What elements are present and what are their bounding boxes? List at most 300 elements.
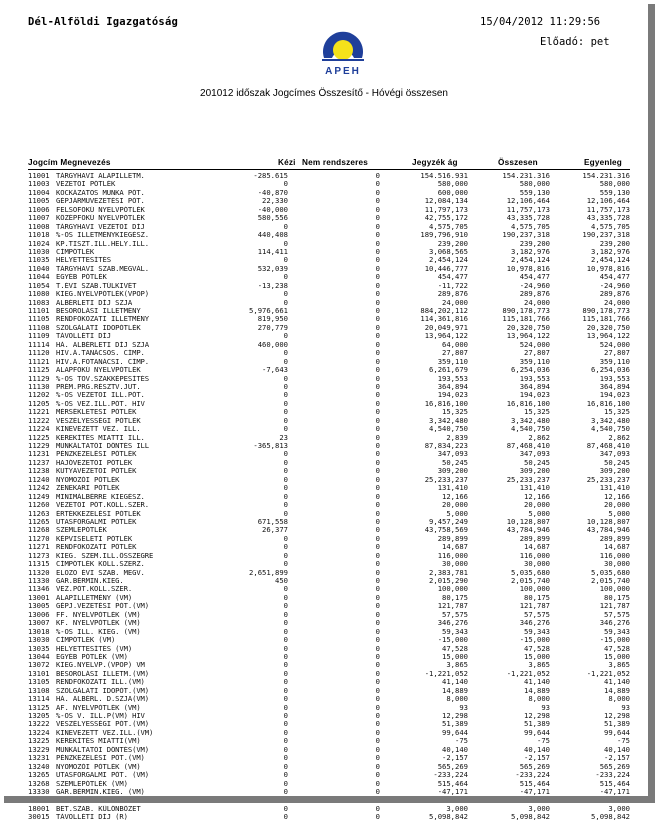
row-nem-rendszeres: 0 bbox=[375, 744, 380, 754]
row-name: GAR.BÉRMIN.KIEG. bbox=[56, 577, 124, 585]
row-jegyzek: 359,110 bbox=[437, 356, 468, 366]
row-name: TÁRGYHAVI VEZETŐI DÍJ bbox=[56, 222, 145, 231]
row-osszesen: 359,110 bbox=[519, 356, 550, 366]
row-kezi: 0 bbox=[283, 559, 288, 569]
row-jegyzek: 87,834,223 bbox=[424, 441, 468, 450]
row-nem-rendszeres: 0 bbox=[375, 373, 380, 383]
apeh-logo bbox=[316, 14, 370, 80]
table-row bbox=[0, 265, 648, 273]
row-osszesen: 5,098,842 bbox=[511, 812, 550, 822]
row-egyenleg: 59,343 bbox=[604, 626, 630, 636]
row-name: NYOMOZÓI PÓTLÉK (VM) bbox=[56, 762, 141, 771]
row-name: KOCKÁZATOS MUNKA PÓT. bbox=[56, 188, 145, 197]
row-egyenleg: 14,889 bbox=[604, 685, 630, 695]
row-code: 11221 bbox=[28, 407, 50, 417]
row-osszesen: 4,575,705 bbox=[511, 221, 550, 231]
row-kezi: 114,411 bbox=[257, 246, 288, 256]
row-name: RENDFOKOZATI ILL.(VM) bbox=[56, 678, 145, 687]
row-osszesen: 27,807 bbox=[524, 348, 550, 358]
table-row bbox=[0, 720, 648, 728]
table-row bbox=[0, 408, 648, 416]
row-kezi: 0 bbox=[283, 474, 288, 484]
row-nem-rendszeres: 0 bbox=[375, 339, 380, 349]
row-kezi: 0 bbox=[283, 407, 288, 417]
table-row bbox=[0, 560, 648, 568]
row-name: TÁVOLLÉTI DÍJ bbox=[56, 332, 111, 341]
row-name: KUTYAVEZETŐI PÓTLÉK bbox=[56, 467, 137, 476]
row-egyenleg: 116,000 bbox=[599, 550, 630, 560]
row-jegyzek: 93 bbox=[459, 702, 468, 712]
row-nem-rendszeres: 0 bbox=[375, 694, 380, 704]
row-name: SZEMLEPÓTLÉK (VM) bbox=[56, 779, 128, 788]
row-code: 13105 bbox=[28, 677, 50, 687]
row-osszesen: -47,171 bbox=[519, 786, 550, 796]
row-osszesen: 4,540,750 bbox=[511, 424, 550, 434]
row-code: 11222 bbox=[28, 415, 50, 425]
row-code: 11260 bbox=[28, 500, 50, 510]
row-kezi: 0 bbox=[283, 179, 288, 189]
row-code: 11238 bbox=[28, 466, 50, 476]
row-osszesen: 24,000 bbox=[524, 297, 550, 307]
organization-name: Dél-Alföldi Igazgatóság bbox=[28, 16, 178, 28]
row-osszesen: 93 bbox=[541, 702, 550, 712]
row-name: HÁ. ALBÉRLETI DÍJ SZJA bbox=[56, 340, 149, 349]
row-nem-rendszeres: 0 bbox=[375, 736, 380, 746]
row-osszesen: 309,200 bbox=[519, 466, 550, 476]
row-kezi: -13,238 bbox=[257, 280, 288, 290]
table-row bbox=[0, 510, 648, 518]
row-jegyzek: 14,687 bbox=[442, 542, 468, 552]
row-name: CÍMPÓTLÉK KOLL.SZERZ. bbox=[56, 560, 145, 569]
row-code: 11242 bbox=[28, 483, 50, 493]
row-nem-rendszeres: 0 bbox=[375, 542, 380, 552]
row-code: 11024 bbox=[28, 238, 50, 248]
row-name: RENDFOKOZATI PÓTLÉK bbox=[56, 543, 137, 552]
row-egyenleg: -233,224 bbox=[595, 770, 630, 780]
row-kezi: -40,000 bbox=[257, 204, 288, 214]
row-nem-rendszeres: 0 bbox=[375, 677, 380, 687]
row-kezi: 0 bbox=[283, 744, 288, 754]
row-jegyzek: 47,528 bbox=[442, 643, 468, 653]
row-kezi: 0 bbox=[283, 803, 288, 813]
row-egyenleg: 154.231.316 bbox=[582, 171, 630, 180]
row-nem-rendszeres: 0 bbox=[375, 609, 380, 619]
row-name: GÉPJÁRMŰVEZETÉSI PÓT. bbox=[56, 197, 145, 206]
table-row bbox=[0, 737, 648, 745]
row-kezi: -285.615 bbox=[253, 171, 288, 180]
row-osszesen: 3,342,480 bbox=[511, 415, 550, 425]
row-osszesen: 154.231.316 bbox=[502, 171, 550, 180]
row-egyenleg: 194,023 bbox=[599, 390, 630, 400]
row-name: BESOROLÁSI ILLETM.(VM) bbox=[56, 669, 149, 678]
row-name: KIEG.NYELVPÓTLÉK(VPOP) bbox=[56, 290, 149, 299]
row-kezi: 0 bbox=[283, 466, 288, 476]
row-osszesen: 40,140 bbox=[524, 744, 550, 754]
row-kezi: -40,870 bbox=[257, 187, 288, 197]
row-kezi: 0 bbox=[283, 424, 288, 434]
report-rows bbox=[0, 172, 648, 822]
row-kezi: 0 bbox=[283, 255, 288, 265]
row-egyenleg: 454,477 bbox=[599, 272, 630, 282]
row-jegyzek: 3,068,565 bbox=[429, 246, 468, 256]
row-egyenleg: 12,106,464 bbox=[586, 196, 630, 206]
row-jegyzek: 346,276 bbox=[437, 618, 468, 628]
row-code: 13222 bbox=[28, 719, 50, 729]
row-code: 11237 bbox=[28, 457, 50, 467]
row-nem-rendszeres: 0 bbox=[375, 753, 380, 763]
row-nem-rendszeres: 0 bbox=[375, 618, 380, 628]
row-kezi: 0 bbox=[283, 770, 288, 780]
row-nem-rendszeres: 0 bbox=[375, 778, 380, 788]
row-nem-rendszeres: 0 bbox=[375, 719, 380, 729]
row-jegyzek: 364,894 bbox=[437, 381, 468, 391]
row-code: 11004 bbox=[28, 187, 50, 197]
row-osszesen: 10,128,807 bbox=[506, 516, 550, 526]
table-row bbox=[0, 746, 648, 754]
row-osszesen: 14,687 bbox=[524, 542, 550, 552]
row-kezi: 0 bbox=[283, 390, 288, 400]
row-egyenleg: 43,335,728 bbox=[586, 213, 630, 223]
row-osszesen: 3,865 bbox=[528, 660, 550, 670]
row-code: 11271 bbox=[28, 542, 50, 552]
row-kezi: 270,779 bbox=[257, 322, 288, 332]
row-name: ALAPFOKÚ NYELVPÓTLÉK bbox=[56, 366, 141, 375]
row-jegyzek: 59,343 bbox=[442, 626, 468, 636]
table-row bbox=[0, 813, 648, 821]
row-egyenleg: 2,862 bbox=[608, 432, 630, 442]
row-egyenleg: 347,093 bbox=[599, 449, 630, 459]
row-jegyzek: 515,464 bbox=[437, 778, 468, 788]
row-egyenleg: 289,876 bbox=[599, 289, 630, 299]
row-egyenleg: 565,269 bbox=[599, 761, 630, 771]
row-osszesen: 99,644 bbox=[524, 727, 550, 737]
row-nem-rendszeres: 0 bbox=[375, 483, 380, 493]
table-row bbox=[0, 223, 648, 231]
row-kezi: 0 bbox=[283, 272, 288, 282]
row-egyenleg: 40,140 bbox=[604, 744, 630, 754]
row-egyenleg: 20,000 bbox=[604, 500, 630, 510]
row-kezi: -7,643 bbox=[262, 365, 288, 375]
row-egyenleg: 131,410 bbox=[599, 483, 630, 493]
table-row bbox=[0, 670, 648, 678]
row-code: 13265 bbox=[28, 770, 50, 780]
row-egyenleg: 47,528 bbox=[604, 643, 630, 653]
row-jegyzek: 11,797,173 bbox=[424, 204, 468, 214]
table-row bbox=[0, 602, 648, 610]
row-code: 11121 bbox=[28, 356, 50, 366]
row-egyenleg: 289,899 bbox=[599, 533, 630, 543]
table-row bbox=[0, 375, 648, 383]
row-osszesen: 121,787 bbox=[519, 601, 550, 611]
row-egyenleg: 50,245 bbox=[604, 457, 630, 467]
table-row bbox=[0, 180, 648, 188]
table-row bbox=[0, 585, 648, 593]
row-jegyzek: 41,140 bbox=[442, 677, 468, 687]
table-row bbox=[0, 645, 648, 653]
row-jegyzek: 6,261,679 bbox=[429, 365, 468, 375]
row-name: SZOLGÁLATI IDŐPÓT.(VM) bbox=[56, 686, 149, 695]
row-nem-rendszeres: 0 bbox=[375, 255, 380, 265]
row-jegyzek: 57,575 bbox=[442, 609, 468, 619]
row-name: RENDFOKOZATI ILLETMÉNY bbox=[56, 315, 149, 324]
row-code: 11125 bbox=[28, 365, 50, 375]
row-code: 13006 bbox=[28, 609, 50, 619]
row-kezi: 0 bbox=[283, 398, 288, 408]
page-shadow-bottom bbox=[4, 796, 655, 803]
row-jegyzek: 2,839 bbox=[446, 432, 468, 442]
row-jegyzek: -11,722 bbox=[437, 280, 468, 290]
row-name: %-OS VEZETŐI ILL.PÓT. bbox=[56, 391, 145, 400]
row-code: 18001 bbox=[28, 803, 50, 813]
table-row bbox=[0, 282, 648, 290]
row-egyenleg: 515,464 bbox=[599, 778, 630, 788]
table-row bbox=[0, 197, 648, 205]
row-osszesen: 193,553 bbox=[519, 373, 550, 383]
row-name: HÁ. ALBÉRL. D.SZJA(VM) bbox=[56, 695, 149, 704]
row-nem-rendszeres: 0 bbox=[375, 390, 380, 400]
row-nem-rendszeres: 0 bbox=[375, 559, 380, 569]
row-jegyzek: 189,796,910 bbox=[420, 230, 468, 240]
row-nem-rendszeres: 0 bbox=[375, 204, 380, 214]
row-name: GÉPJ.VEZETÉSI PÓT.(VM) bbox=[56, 602, 149, 611]
row-jegyzek: 51,389 bbox=[442, 719, 468, 729]
row-kezi: 0 bbox=[283, 221, 288, 231]
table-row bbox=[0, 577, 648, 585]
row-code: 11109 bbox=[28, 331, 50, 341]
row-code: 13114 bbox=[28, 694, 50, 704]
table-row bbox=[0, 273, 648, 281]
row-code: 11120 bbox=[28, 348, 50, 358]
col-header-kezi: Kézi bbox=[278, 158, 296, 167]
row-nem-rendszeres: 0 bbox=[375, 516, 380, 526]
row-egyenleg: 30,000 bbox=[604, 559, 630, 569]
row-nem-rendszeres: 0 bbox=[375, 306, 380, 315]
row-egyenleg: 121,787 bbox=[599, 601, 630, 611]
row-name: %-OS TOV.SZAKKÉPESÍTÉS bbox=[56, 374, 149, 383]
row-osszesen: 59,343 bbox=[524, 626, 550, 636]
row-egyenleg: 524,000 bbox=[599, 339, 630, 349]
row-nem-rendszeres: 0 bbox=[375, 424, 380, 434]
row-kezi: 0 bbox=[283, 778, 288, 788]
row-osszesen: 11,757,173 bbox=[506, 204, 550, 214]
row-nem-rendszeres: 0 bbox=[375, 508, 380, 518]
row-kezi: 0 bbox=[283, 643, 288, 653]
table-row bbox=[0, 307, 648, 315]
row-osszesen: 25,233,237 bbox=[506, 474, 550, 484]
row-nem-rendszeres: 0 bbox=[375, 770, 380, 780]
row-osszesen: 890,178,773 bbox=[502, 306, 550, 315]
table-row bbox=[0, 467, 648, 475]
table-row bbox=[0, 450, 648, 458]
row-nem-rendszeres: 0 bbox=[375, 635, 380, 645]
row-nem-rendszeres: 0 bbox=[375, 187, 380, 197]
table-row bbox=[0, 569, 648, 577]
table-row bbox=[0, 695, 648, 703]
row-jegyzek: -233,224 bbox=[433, 770, 468, 780]
row-code: 11315 bbox=[28, 559, 50, 569]
row-code: 13240 bbox=[28, 761, 50, 771]
row-jegyzek: 4,540,750 bbox=[429, 424, 468, 434]
row-egyenleg: 24,000 bbox=[604, 297, 630, 307]
row-egyenleg: 10,978,816 bbox=[586, 263, 630, 273]
row-name: UTASFORGALMI PÓT. (VM) bbox=[56, 771, 149, 780]
table-row bbox=[0, 661, 648, 669]
row-code: 13001 bbox=[28, 592, 50, 602]
row-name: ALAPILLETMÉNY (VM) bbox=[56, 593, 133, 602]
row-nem-rendszeres: 0 bbox=[375, 643, 380, 653]
row-egyenleg: 2,454,124 bbox=[591, 255, 630, 265]
row-name: GAR.BÉRMIN.KIEG. (VM) bbox=[56, 787, 145, 796]
row-osszesen: 15,000 bbox=[524, 651, 550, 661]
table-row bbox=[0, 729, 648, 737]
row-egyenleg: 3,865 bbox=[608, 660, 630, 670]
row-osszesen: 14,889 bbox=[524, 685, 550, 695]
table-row bbox=[0, 805, 648, 813]
row-osszesen: 41,140 bbox=[524, 677, 550, 687]
row-kezi: 2,651,899 bbox=[249, 567, 288, 577]
row-code: 11231 bbox=[28, 449, 50, 459]
row-egyenleg: 13,964,122 bbox=[586, 331, 630, 341]
table-row bbox=[0, 434, 648, 442]
row-egyenleg: 364,894 bbox=[599, 381, 630, 391]
row-egyenleg: 51,389 bbox=[604, 719, 630, 729]
row-osszesen: 524,000 bbox=[519, 339, 550, 349]
row-kezi: 0 bbox=[283, 381, 288, 391]
table-row bbox=[0, 493, 648, 501]
row-osszesen: 2,454,124 bbox=[511, 255, 550, 265]
table-row bbox=[0, 391, 648, 399]
row-name: KF. NYELVPÓTLÉK (VM) bbox=[56, 619, 141, 628]
row-code: 11083 bbox=[28, 297, 50, 307]
row-jegyzek: -75 bbox=[455, 736, 468, 746]
table-row bbox=[0, 214, 648, 222]
row-nem-rendszeres: 0 bbox=[375, 238, 380, 248]
row-name: FF. NYELVPÓTLÉK (VM) bbox=[56, 610, 141, 619]
row-name: VEZETŐI PÓTLÉK bbox=[56, 180, 116, 189]
row-jegyzek: 114,361,816 bbox=[420, 314, 468, 324]
row-jegyzek: -1,221,052 bbox=[424, 668, 468, 678]
col-header-code-name: Jogcím Megnevezés bbox=[28, 158, 111, 167]
row-code: 11224 bbox=[28, 424, 50, 434]
row-nem-rendszeres: 0 bbox=[375, 272, 380, 282]
row-code: 11003 bbox=[28, 179, 50, 189]
row-osszesen: 515,464 bbox=[519, 778, 550, 788]
row-osszesen: 289,876 bbox=[519, 289, 550, 299]
row-jegyzek: 12,084,134 bbox=[424, 196, 468, 206]
row-kezi: 0 bbox=[283, 356, 288, 366]
row-code: 11001 bbox=[28, 171, 50, 180]
row-egyenleg: 359,110 bbox=[599, 356, 630, 366]
row-name: MÉRSÉKLETESI PÓTLÉK bbox=[56, 408, 137, 417]
row-nem-rendszeres: 0 bbox=[375, 711, 380, 720]
row-name: KINEVEZETT VEZ. ILL. bbox=[56, 425, 141, 434]
row-osszesen: 10,978,816 bbox=[506, 263, 550, 273]
table-row bbox=[0, 248, 648, 256]
row-egyenleg: 5,098,842 bbox=[591, 812, 630, 822]
row-kezi: 0 bbox=[283, 533, 288, 543]
row-kezi: 0 bbox=[283, 331, 288, 341]
row-egyenleg: 15,000 bbox=[604, 651, 630, 661]
row-kezi: 0 bbox=[283, 694, 288, 704]
row-nem-rendszeres: 0 bbox=[375, 533, 380, 543]
row-jegyzek: 9,457,249 bbox=[429, 516, 468, 526]
row-code: 13005 bbox=[28, 601, 50, 611]
row-name: KINEVEZETT VEZ.ILL.(VM) bbox=[56, 728, 154, 737]
row-kezi: 819,950 bbox=[257, 314, 288, 324]
table-row bbox=[0, 290, 648, 298]
row-egyenleg: 93 bbox=[621, 702, 630, 712]
row-jegyzek: 8,000 bbox=[446, 694, 468, 704]
row-nem-rendszeres: 0 bbox=[375, 196, 380, 206]
row-nem-rendszeres: 0 bbox=[375, 331, 380, 341]
row-code: 13108 bbox=[28, 685, 50, 695]
row-egyenleg: 12,166 bbox=[604, 491, 630, 501]
row-name: KIEG. SZEM.ILL.ÖSSZEGRE bbox=[56, 551, 154, 560]
row-name: ALBÉRLETI DÍJ SZJA bbox=[56, 298, 133, 307]
row-jegyzek: 193,553 bbox=[437, 373, 468, 383]
row-nem-rendszeres: 0 bbox=[375, 525, 380, 535]
row-code: 11006 bbox=[28, 204, 50, 214]
row-egyenleg: 190,237,318 bbox=[582, 230, 630, 240]
row-code: 11044 bbox=[28, 272, 50, 282]
row-code: 11205 bbox=[28, 398, 50, 408]
row-egyenleg: -1,221,052 bbox=[586, 668, 630, 678]
row-kezi: 0 bbox=[283, 415, 288, 425]
table-row bbox=[0, 594, 648, 602]
row-osszesen: 346,276 bbox=[519, 618, 550, 628]
row-name: KEREKÍTÉS MIATTI(VM) bbox=[56, 737, 141, 746]
row-code: 13044 bbox=[28, 651, 50, 661]
row-egyenleg: 115,181,766 bbox=[582, 314, 630, 324]
row-name: NYOMOZÓI PÓTLÉK bbox=[56, 475, 120, 484]
row-code: 13225 bbox=[28, 736, 50, 746]
col-header-nem-rendszeres: Nem rendszeres bbox=[302, 158, 369, 167]
row-jegyzek: 12,298 bbox=[442, 711, 468, 720]
row-name: BET.SZAB. KÜLÖNBÖZET bbox=[56, 804, 141, 813]
row-egyenleg: 20,320,750 bbox=[586, 322, 630, 332]
row-jegyzek: 27,807 bbox=[442, 348, 468, 358]
row-kezi: 0 bbox=[283, 592, 288, 602]
row-name: PRÉM.PRG.RÉSZTV.JUT. bbox=[56, 382, 141, 391]
row-egyenleg: 15,325 bbox=[604, 407, 630, 417]
row-jegyzek: 454,477 bbox=[437, 272, 468, 282]
row-kezi: 0 bbox=[283, 711, 288, 720]
row-osszesen: 12,166 bbox=[524, 491, 550, 501]
row-nem-rendszeres: 0 bbox=[375, 289, 380, 299]
table-row bbox=[0, 771, 648, 779]
row-code: 11101 bbox=[28, 306, 50, 315]
table-row bbox=[0, 619, 648, 627]
table-row bbox=[0, 628, 648, 636]
row-osszesen: 3,182,976 bbox=[511, 246, 550, 256]
row-jegyzek: 99,644 bbox=[442, 727, 468, 737]
row-code: 13018 bbox=[28, 626, 50, 636]
row-code: 13072 bbox=[28, 660, 50, 670]
row-jegyzek: 43,758,569 bbox=[424, 525, 468, 535]
row-nem-rendszeres: 0 bbox=[375, 584, 380, 594]
row-egyenleg: 12,298 bbox=[604, 711, 630, 720]
table-row bbox=[0, 459, 648, 467]
row-code: 30015 bbox=[28, 812, 50, 822]
report-datetime: 15/04/2012 11:29:56 bbox=[480, 16, 601, 28]
col-header-jegyzek: Jegyzék ág bbox=[412, 158, 458, 167]
table-row bbox=[0, 366, 648, 374]
row-kezi: 450 bbox=[275, 576, 288, 585]
row-nem-rendszeres: 0 bbox=[375, 626, 380, 636]
row-name: VEZ.PÓT.KOLL.SZER. bbox=[56, 585, 133, 594]
table-row bbox=[0, 256, 648, 264]
row-osszesen: 190,237,318 bbox=[502, 230, 550, 240]
